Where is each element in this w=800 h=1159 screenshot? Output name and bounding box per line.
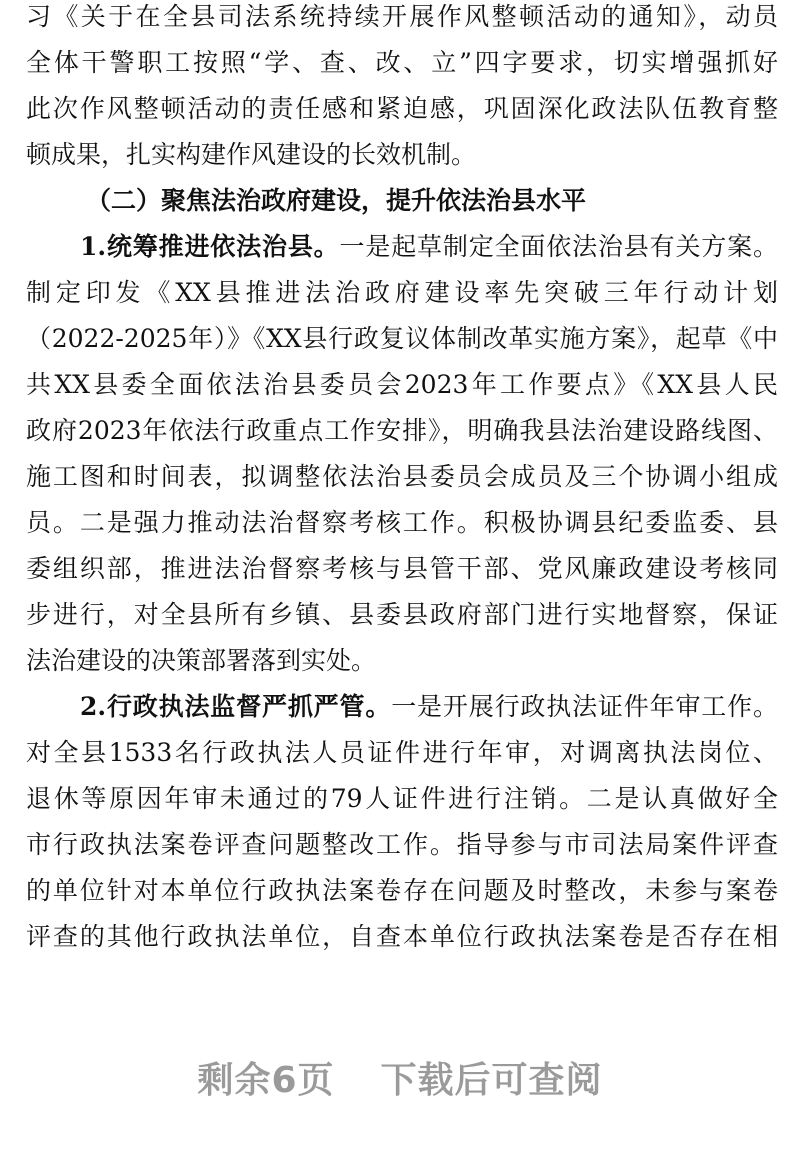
text-line: 施工图和时间表，拟调整依法治县委员会成员及三个协调小组成: [26, 462, 778, 491]
text-line: 对全县1533名行政执法人员证件进行年审，对调离执法岗位、: [26, 738, 778, 767]
item2-title: 2.行政执法监督严抓严管。: [80, 692, 392, 721]
text-line: 市行政执法案卷评查问题整改工作。指导参与市司法局案件评查: [26, 830, 778, 859]
text-line: 全体干警职工按照“学、查、改、立”四字要求，切实增强抓好: [26, 48, 778, 77]
section-heading: （二）聚焦法治政府建设，提升依法治县水平: [86, 186, 587, 215]
item1-first-rest: 一是起草制定全面依法治县有关方案。: [339, 232, 778, 261]
download-prompt[interactable]: [0, 1052, 800, 1103]
text-line: 员。二是强力推动法治督察考核工作。积极协调县纪委监委、县: [26, 508, 778, 537]
document-body: [26, 0, 778, 960]
text-line: 此次作风整顿活动的责任感和紧迫感，巩固深化政法队伍教育整: [26, 94, 778, 123]
item2-first-rest: 一是开展行政执法证件年审工作。: [391, 692, 778, 721]
text-line: 法治建设的决策部署落到实处。: [26, 646, 377, 675]
text-line: 退休等原因年审未通过的79人证件进行注销。二是认真做好全: [26, 784, 778, 813]
item2-first-line: [26, 684, 778, 730]
text-line: 制定印发《XX县推进法治政府建设率先突破三年行动计划: [26, 278, 778, 307]
text-line: 的单位针对本单位行政执法案卷存在问题及时整改，未参与案卷: [26, 876, 778, 905]
text-line: 共XX县委全面依法治县委员会2023年工作要点》《XX县人民: [26, 370, 778, 399]
remaining-pages-label: 剩余6页: [197, 1060, 335, 1101]
text-line: 评查的其他行政执法单位，自查本单位行政执法案卷是否存在相: [26, 922, 778, 951]
item1-first-line: [26, 224, 778, 270]
text-line: 政府2023年依法行政重点工作安排》，明确我县法治建设路线图、: [26, 416, 778, 445]
text-line: （2022-2025年）》《XX县行政复议体制改革实施方案》，起草《中: [26, 324, 778, 353]
text-line: 习《关于在全县司法系统持续开展作风整顿活动的通知》，动员: [26, 2, 778, 31]
item1-title: 1.统筹推进依法治县。: [80, 232, 340, 261]
text-line: 顿成果，扎实构建作风建设的长效机制。: [26, 140, 477, 169]
text-line: 委组织部，推进法治督察考核与县管干部、党风廉政建设考核同: [26, 554, 778, 583]
download-to-view-label: 下载后可查阅: [380, 1060, 603, 1101]
text-line: 步进行，对全县所有乡镇、县委县政府部门进行实地督察，保证: [26, 600, 778, 629]
